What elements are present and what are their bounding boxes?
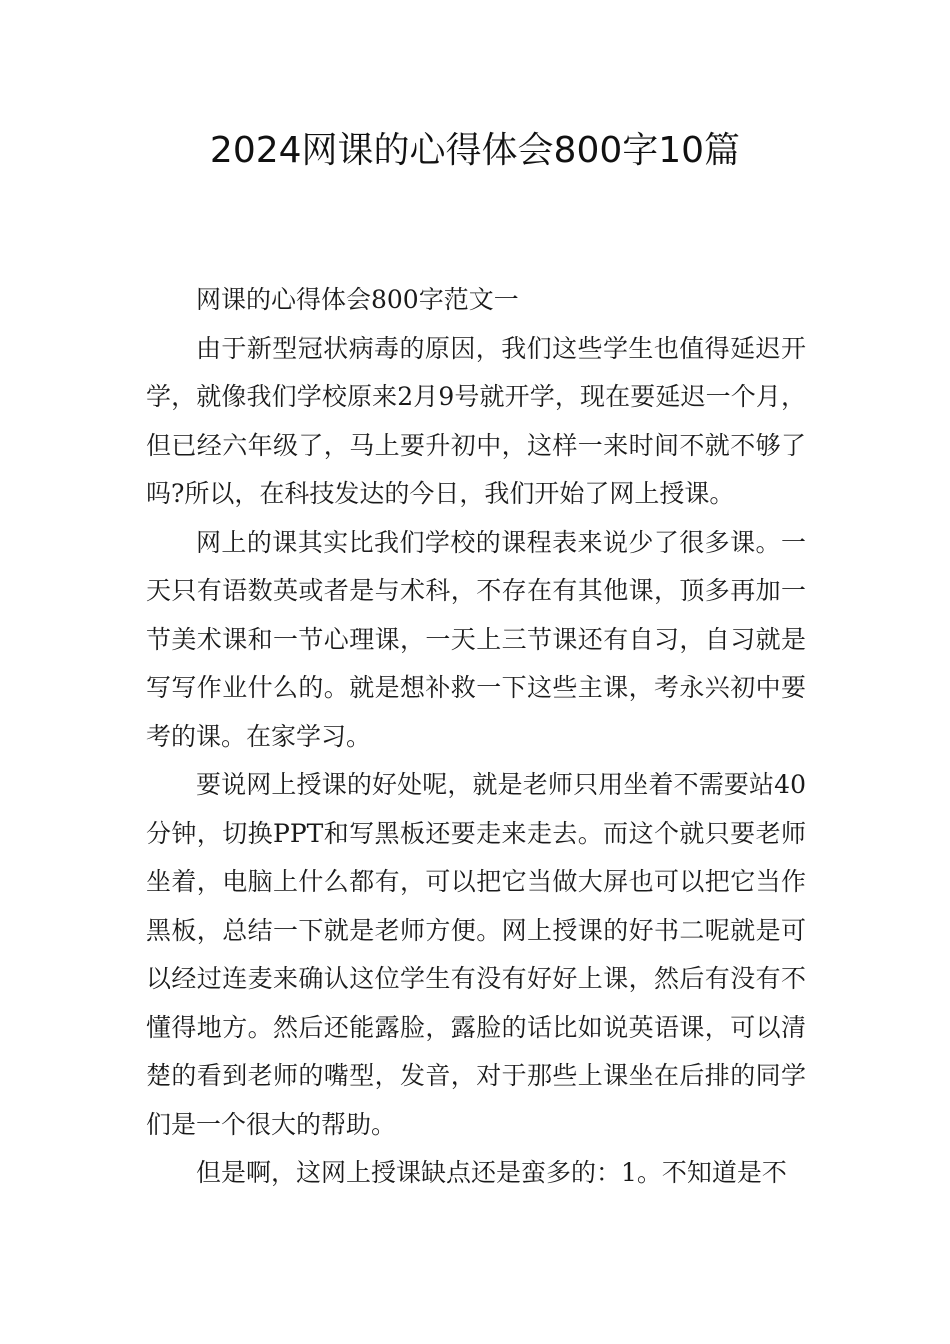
paragraph: 要说网上授课的好处呢，就是老师只用坐着不需要站40分钟，切换PPT和写黑板还要走来走去。而这个就只要老师坐着，电脑上什么都有，可以把它当做大屏也可以把它当作黑板，总结一下就是老师方便。网上授课的好书二呢就是可以经过连麦来确认这位学生有没有好好上课，然后有没有不懂得地方。然后还能露脸，露脸的话比如说英语课，可以清楚的看到老师的嘴型，发音，对于那些上课坐在后排的同学们是一个很大的帮助。	[146, 770, 806, 1139]
document-title: 2024网课的心得体会800字10篇	[209, 130, 741, 171]
paragraph: 由于新型冠状病毒的原因，我们这些学生也值得延迟开学，就像我们学校原来2月9号就开学，现在要延迟一个月，但已经六年级了，马上要升初中，这样一来时间不就不够了吗?所以，在科技发达的今日，我们开始了网上授课。	[146, 333, 806, 508]
paragraph: 网上的课其实比我们学校的课程表来说少了很多课。一天只有语数英或者是与术科，不存在有其他课，顶多再加一节美术课和一节心理课，一天上三节课还有自习，自习就是写写作业什么的。就是想补救一下这些主课，考永兴初中要考的课。在家学习。	[146, 527, 806, 751]
paragraph-subtitle: 网课的心得体会800字范文一	[196, 285, 519, 314]
paragraph: 但是啊，这网上授课缺点还是蛮多的：1。不知道是不	[196, 1158, 787, 1187]
document-body	[146, 276, 806, 1198]
